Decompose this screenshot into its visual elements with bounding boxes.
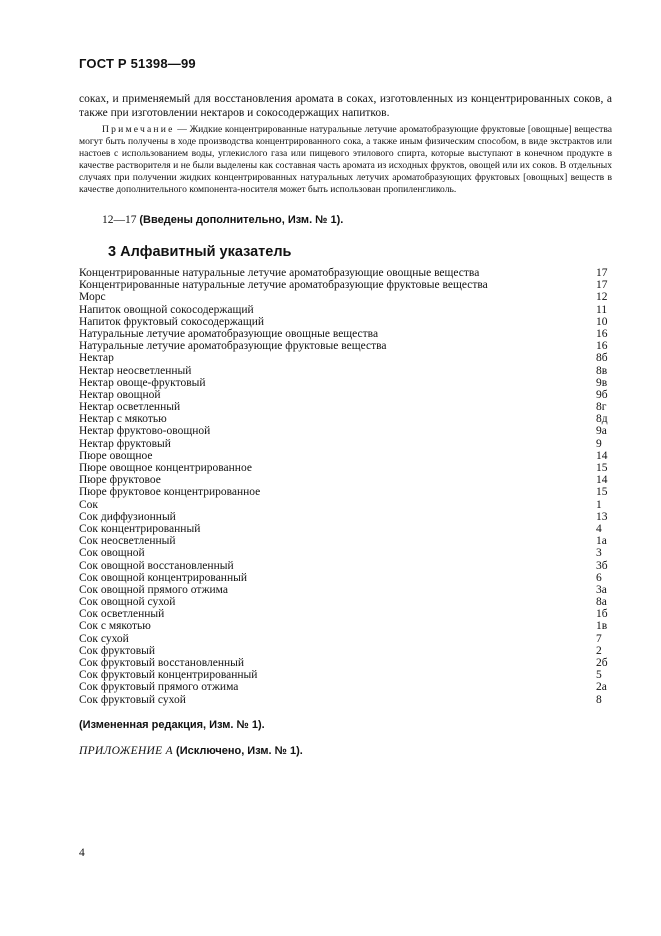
index-entry	[79, 328, 612, 340]
index-entry	[79, 352, 612, 364]
appendix-status: (Исключено, Изм. № 1).	[172, 745, 303, 757]
index-entry	[79, 608, 612, 620]
index-term: Пюре фруктовое концентрированное	[79, 486, 261, 499]
index-reference: 8г	[596, 401, 607, 414]
index-entry	[79, 681, 612, 693]
index-entry	[79, 474, 612, 486]
index-entry	[79, 560, 612, 572]
index-entry	[79, 267, 612, 279]
amendment-range: 12—17	[102, 214, 140, 226]
index-entry	[79, 694, 612, 706]
index-entry	[79, 377, 612, 389]
index-reference: 14	[596, 474, 608, 487]
note-label: Примечание	[102, 124, 175, 135]
index-entry	[79, 304, 612, 316]
index-reference: 12	[596, 291, 608, 304]
index-term: Нектар с мякотью	[79, 413, 167, 426]
index-entry	[79, 291, 612, 303]
index-term: Сок овощной	[79, 547, 145, 560]
index-term: Сок сухой	[79, 632, 129, 645]
index-entry	[79, 669, 612, 681]
index-entry	[79, 450, 612, 462]
index-term: Сок фруктовый сухой	[79, 693, 186, 706]
index-term: Пюре овощное	[79, 449, 153, 462]
index-entry	[79, 523, 612, 535]
index-term: Сок концентрированный	[79, 522, 201, 535]
index-reference: 9	[596, 437, 602, 450]
index-reference: 2б	[596, 657, 608, 669]
index-entry	[79, 340, 612, 352]
index-term: Морс	[79, 291, 106, 304]
index-term: Сок неосветленный	[79, 535, 176, 548]
index-entry	[79, 645, 612, 657]
index-entry	[79, 389, 612, 401]
index-term: Сок овощной прямого отжима	[79, 583, 228, 596]
index-reference: 11	[596, 303, 608, 316]
index-term: Пюре овощное концентрированное	[79, 462, 252, 474]
revision-note: (Измененная редакция, Изм. № 1).	[79, 719, 265, 731]
index-reference: 3б	[596, 559, 608, 572]
index-reference: 13	[596, 510, 608, 523]
body-paragraph: соках, и применяемый для восстановления аромата в соках, изготовленных из концентрированных соков, а также при изготовлении нектаров и сокосодержащих напитков.	[79, 93, 612, 119]
index-reference: 10	[596, 315, 608, 328]
index-term: Сок овощной сухой	[79, 596, 176, 609]
index-term: Сок фруктовый восстановленный	[79, 657, 245, 669]
note-paragraph	[79, 124, 612, 196]
appendix-label: ПРИЛОЖЕНИЕ А	[79, 745, 173, 757]
index-term: Пюре фруктовое	[79, 474, 161, 487]
amendment-line	[102, 214, 343, 226]
index-reference: 17	[596, 279, 608, 292]
index-entry	[79, 572, 612, 584]
document-header: ГОСТ Р 51398—99	[79, 56, 196, 71]
note-dash: —	[174, 124, 190, 135]
index-entry	[79, 633, 612, 645]
index-term: Нектар осветленный	[79, 401, 181, 414]
index-term: Концентрированные натуральные летучие ароматобразующие фруктовые вещества	[79, 279, 488, 292]
index-entry	[79, 316, 612, 328]
index-term: Сок диффузионный	[79, 510, 176, 523]
index-entry	[79, 547, 612, 559]
index-entry	[79, 462, 612, 474]
index-reference: 3	[596, 547, 602, 560]
index-term: Нектар фруктовый	[79, 437, 171, 450]
index-reference: 1	[596, 498, 602, 511]
index-reference: 2а	[596, 681, 607, 694]
appendix-note	[79, 745, 303, 757]
index-term: Натуральные летучие ароматобразующие фруктовые вещества	[79, 340, 387, 353]
page-number: 4	[79, 847, 85, 859]
index-entry	[79, 511, 612, 523]
index-term: Сок овощной восстановленный	[79, 559, 234, 572]
index-term: Напиток овощной сокосодержащий	[79, 303, 254, 316]
index-reference: 2	[596, 644, 602, 657]
index-reference: 8б	[596, 352, 608, 365]
index-entry	[79, 438, 612, 450]
index-reference: 16	[596, 327, 608, 340]
index-reference: 15	[596, 486, 608, 499]
index-reference: 1а	[596, 535, 607, 548]
note-text: Жидкие концентрированные натуральные летучие ароматобразующие фруктовые [овощные] вещества могут быть получены в ходе производства концентрированного сока, а также иным физическим способом, в виде экстрактов или настоев с использованием воды, углекислого газа или пищевого этилового спирта, которые выступают в конечном продукте в качестве растворителя и не были выделены как составная часть аромата из исходных фруктов, овощей или их соков. В отдельных случаях при получении жидких концентрированных натуральных летучих ароматобразующих фруктовых [овощных] веществ в качестве дополнительного компонента-носителя может быть использован пропиленгликоль.	[79, 124, 613, 195]
index-term: Сок	[79, 498, 99, 511]
index-term: Натуральные летучие ароматобразующие овощные вещества	[79, 327, 379, 340]
index-reference: 8д	[596, 413, 608, 426]
index-reference: 7	[596, 632, 602, 645]
index-reference: 9в	[596, 376, 608, 389]
index-entry	[79, 279, 612, 291]
index-reference: 4	[596, 522, 602, 535]
index-reference: 14	[596, 449, 608, 462]
index-reference: 17	[596, 267, 608, 279]
index-reference: 16	[596, 340, 608, 353]
index-reference: 1в	[596, 620, 608, 633]
section-title: 3 Алфавитный указатель	[108, 244, 292, 260]
alphabetical-index	[79, 267, 612, 706]
index-term: Сок фруктовый прямого отжима	[79, 681, 239, 694]
index-entry	[79, 401, 612, 413]
index-entry	[79, 486, 612, 498]
index-entry	[79, 425, 612, 437]
index-term: Нектар неосветленный	[79, 364, 192, 377]
index-entry	[79, 657, 612, 669]
index-term: Сок овощной концентрированный	[79, 571, 247, 584]
index-reference: 5	[596, 669, 602, 682]
index-entry	[79, 596, 612, 608]
index-entry	[79, 365, 612, 377]
index-term: Напиток фруктовый сокосодержащий	[79, 315, 265, 328]
index-term: Нектар овощной	[79, 388, 161, 401]
index-term: Сок фруктовый концентрированный	[79, 669, 258, 682]
index-entry	[79, 413, 612, 425]
index-entry	[79, 535, 612, 547]
index-term: Нектар	[79, 352, 114, 365]
index-term: Сок фруктовый	[79, 644, 156, 657]
index-term: Сок осветленный	[79, 608, 165, 621]
index-term: Концентрированные натуральные летучие ароматобразующие овощные вещества	[79, 267, 480, 279]
amendment-text: (Введены дополнительно, Изм. № 1).	[139, 214, 344, 226]
index-reference: 1б	[596, 608, 608, 621]
index-term: Сок с мякотью	[79, 620, 151, 633]
index-reference: 3а	[596, 583, 607, 596]
index-reference: 15	[596, 462, 608, 474]
index-term: Нектар фруктово-овощной	[79, 425, 211, 438]
index-reference: 8	[596, 693, 602, 706]
index-reference: 8в	[596, 364, 608, 377]
index-term: Нектар овоще-фруктовый	[79, 376, 206, 389]
index-reference: 9а	[596, 425, 607, 438]
index-entry	[79, 499, 612, 511]
index-reference: 8а	[596, 596, 607, 609]
index-reference: 6	[596, 571, 602, 584]
index-entry	[79, 584, 612, 596]
index-reference: 9б	[596, 388, 608, 401]
index-entry	[79, 620, 612, 632]
